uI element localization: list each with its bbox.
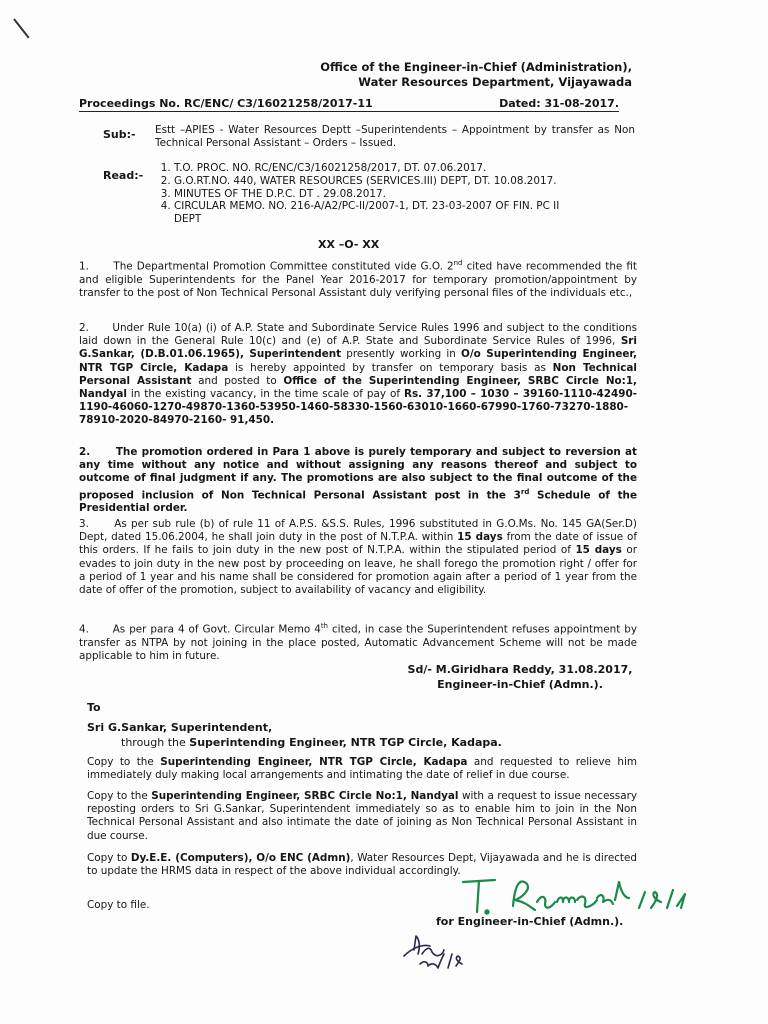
read-item: 2. G.O.RT.NO. 440, WATER RESOURCES (SERVICES.III) DEPT, DT. 10.08.2017. [174,175,560,188]
handwritten-initials [400,930,480,975]
signature-stroke [667,890,673,908]
read-item: 1. T.O. PROC. NO. RC/ENC/C3/16021258/2017, DT. 07.06.2017. [174,162,560,175]
proceedings-line [79,97,619,112]
para-text: from the date of issue of this orders. If he fails to join duty in the new post of N.T.P.A. within the stipulated period of [79,531,637,557]
signature-stroke [577,897,597,907]
signature-stroke [537,897,555,908]
para-text: Schedule of the Presidential order. [79,489,637,515]
para-bold: Office of the Superintending Engineer, SRBC Circle No:1, Nandyal [79,374,638,401]
office-line-2: Water Resources Department, Vijayawada [358,75,632,89]
para-text: As per para 4 of Govt. Circular Memo 4 [112,623,321,636]
copy-text: with a request to issue necessary reposting orders to Sri G.Sankar, Superintendent immediately so as to enable him to join in the Non Technical Personal Assistant and also intimate the date of joining as Non Technical Personal Assistant in due course. [87,790,637,842]
initials-stroke [448,954,452,968]
para-text: cited, in case the Superintendent refuses appointment by transfer as NTPA by not joining in the place posted, Automatic Advancement Scheme will not be made applicable to him in future. [79,623,637,662]
copy-text: Copy to the [87,756,161,768]
paragraph-1 [79,257,637,300]
copy-1 [87,756,637,782]
read-label: Read:- [103,169,144,182]
signature-stroke [677,894,685,908]
signature-stroke [557,898,575,903]
para-text: and posted to [191,374,284,387]
para-text: As per sub rule (b) of rule 11 of A.P.S. &S.S. Rules, 1996 substituted in G.O.Ms. No. 145 GA(Ser.D) Dept, dated 15.06.2004, he shall join duty in the post of N.T.P.A. within [79,518,637,544]
paragraph-2 [79,322,637,428]
signoff-line-1: Sd/- M.Giridhara Reddy, 31.08.2017, [407,663,633,676]
office-header [300,60,632,90]
signature-stroke [513,882,535,910]
read-item: 4. CIRCULAR MEMO. NO. 216-A/A2/PC-II/2007-1, DT. 23-03-2007 OF FIN. PC II DEPT [174,200,560,226]
para-bold: Non Technical Personal Assistant [79,361,637,387]
paragraph-2b [79,446,637,515]
copy-text: , Water Resources Dept, Vijayawada and he is directed to update the HRMS data in respect of the above individual accordingly. [87,852,637,878]
separator: XX –O- XX [318,238,380,251]
signoff-line-2: Engineer-in-Chief (Admn.). [437,678,603,691]
signoff-block [400,662,640,692]
para-text: cited have recommended the fit and eligible Superintendents for the Panel Year 2016-2017 for temporary promotion/appointment by transfer to the post of Non Technical Personal Assistant duly verifying personal files of the individuals etc., [79,260,637,299]
copy-bold: Superintending Engineer, NTR TGP Circle, Kadapa [160,756,468,768]
for-engineer-line: for Engineer-in-Chief (Admn.). [436,915,624,928]
addressee-text: through the [121,736,190,749]
copy-bold: Superintending Engineer, SRBC Circle No:1, Nandyal [151,790,459,802]
signature-stroke [651,892,661,908]
initials-stroke [414,936,419,954]
initials-stroke [456,956,462,966]
para-bold: 15 days [457,531,503,544]
para-number: 1. [79,260,89,273]
copy-2 [87,790,637,843]
read-item: 3. MINUTES OF THE D.P.C. DT . 29.08.2017. [174,188,560,201]
initials-stroke [420,954,444,968]
para-text: The Departmental Promotion Committee constituted vide G.O. 2 [113,260,454,273]
para-number: 3. [79,518,89,530]
addressee-block [87,720,587,750]
signature-stroke [477,881,479,912]
para-text: or evades to join duty in the new post by proceeding on leave, he shall forego the promotion right / offer for a period of 1 year and his name shall be considered for promotion again after a period of 1 year from the date of offer of the promotion, subject to availability of vacancy and eligibility. [79,544,637,597]
addressee-line-2 [87,735,587,750]
superscript: rd [520,487,530,496]
proceedings-date: Dated: 31-08-2017. [499,97,619,110]
para-bold: Sri G.Sankar, (D.B.01.06.1965), Superintendent [79,335,637,361]
initials-stroke [422,948,444,955]
copy-text: Copy to the [87,790,152,802]
signature-dot [485,910,488,913]
copy-file: Copy to file. [87,899,150,911]
proceedings-number: Proceedings No. RC/ENC/ C3/16021258/2017-11 [79,97,373,110]
copy-text: Copy to [87,852,131,864]
paragraph-4 [79,620,637,663]
copy-bold: Dy.E.E. (Computers), O/o ENC (Admn) [130,852,351,864]
paragraph-3 [79,518,637,597]
para-number: 4. [79,623,89,636]
para-number: 2. [79,446,91,458]
subject-text: Estt –APIES - Water Resources Deptt –Superintendents – Appointment by transfer as Non Technical Personal Assistant – Orders – Issued. [155,124,635,150]
to-label: To [87,701,101,714]
para-number: 2. [79,322,89,334]
para-text: The promotion ordered in Para 1 above is purely temporary and subject to reversion at any time without any notice and without assigning any reasons thereof and subject to outcome of final judgment if any. The promotions are also subject to the final outcome of the proposed inclusion of Non Technical Personal Assistant post in the 3 [79,446,637,502]
copy-text: and requested to relieve him immediately duly making local arrangements and intimating the date of relief in due course. [87,756,638,782]
signature-stroke [615,882,629,900]
superscript: th [320,622,328,630]
subject-label: Sub:- [103,128,136,141]
para-text: in the existing vacancy, in the time scale of pay of [126,388,404,401]
read-list [160,162,560,226]
initials-stroke [404,945,430,956]
para-text: is hereby appointed by transfer on temporary basis as [228,361,553,374]
office-line-1: Office of the Engineer-in-Chief (Administration), [320,60,632,74]
addressee-bold: Superintending Engineer, NTR TGP Circle, Kadapa. [189,736,502,749]
superscript: nd [453,259,463,267]
signature-stroke [597,895,613,904]
addressee-line-1: Sri G.Sankar, Superintendent, [87,721,273,734]
signature-stroke [639,892,645,908]
para-bold: Rs. 37,100 – 1030 – 39160-1110-42490-1190-46060-1270-49870-1360-53950-1460-58330-1560-63010-1660-67990-1760-73270-1880-78910-2020-84970-2160- 91,450. [79,388,637,427]
para-text: presently working in [341,348,462,361]
scan-mark [13,18,29,38]
para-bold: O/o Superintending Engineer, NTR TGP Circle, Kadapa [79,348,637,374]
para-bold: 15 days [575,544,622,557]
para-text: Under Rule 10(a) (i) of A.P. State and Subordinate Service Rules 1996 and subject to the conditions laid down in the General Rule 10(c) and (e) of A.P. State and Subordinate Service Rules of 1996, [79,322,637,348]
